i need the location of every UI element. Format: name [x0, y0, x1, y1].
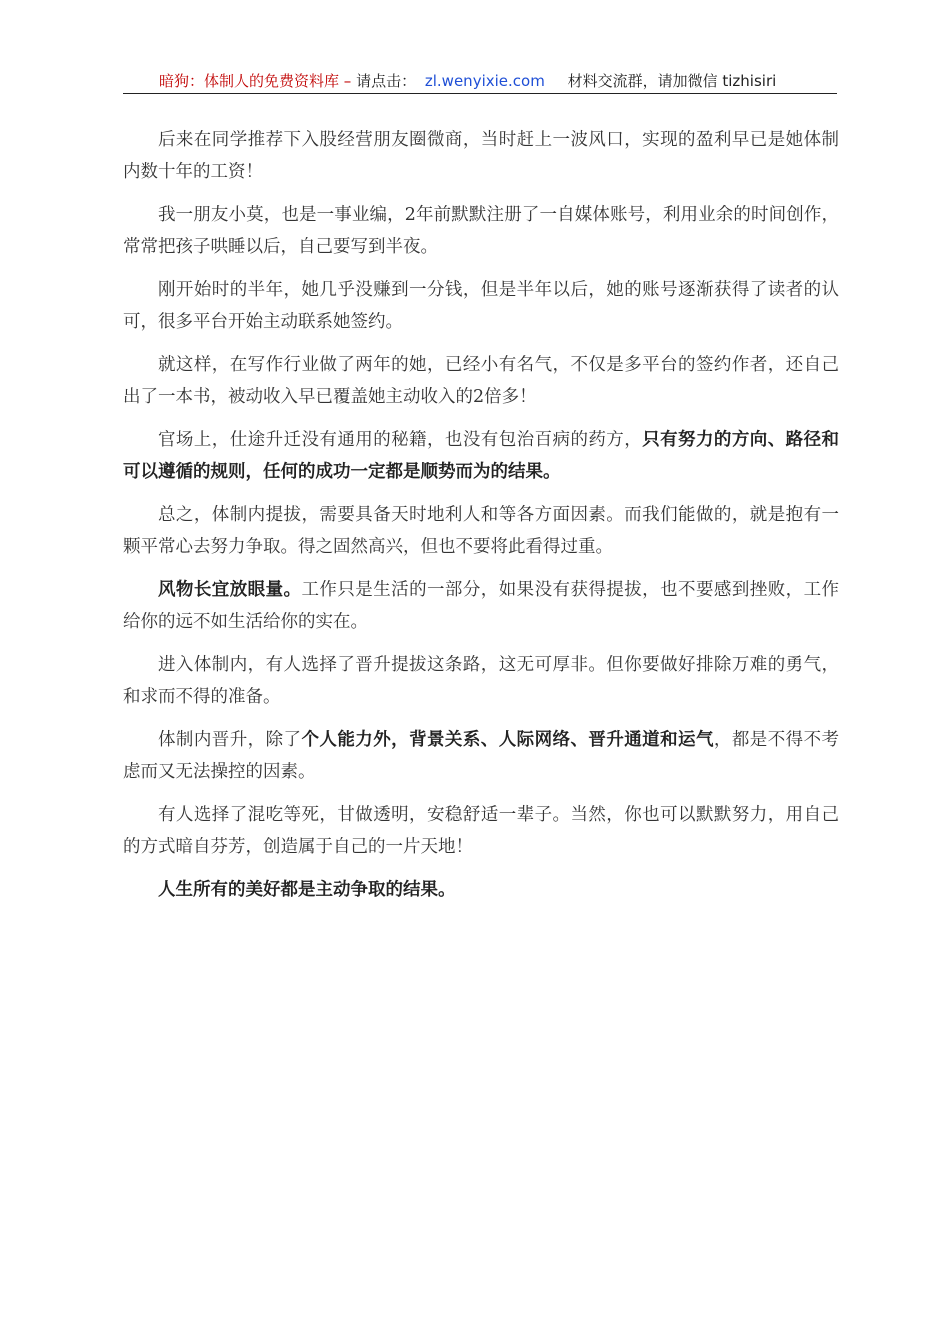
header-wechat-group-text: 材料交流群，请加微信 tizhisiri	[567, 72, 777, 90]
body-text: 有人选择了混吃等死，甘做透明，安稳舒适一辈子。当然，你也可以默默努力，用自己的方式暗自芬芳，创造属于自己的一片天地！	[123, 805, 839, 857]
header-dash: –	[343, 72, 352, 90]
body-text: 总之，体制内提拔，需要具备天时地利人和等各方面因素。而我们能做的，就是抱有一颗平常心去努力争取。得之固然高兴，但也不要将此看得过重。	[123, 505, 839, 557]
header-click-label: 请点击：	[356, 72, 417, 90]
body-text: 工作只是生活的一部分，如果没有获得提拔，也不要感到挫败，工作给你的远不如生活给你的实在。	[123, 580, 840, 632]
document-body	[123, 124, 839, 917]
header-brand-text: 暗狗：体制人的免费资料库	[159, 72, 340, 90]
body-text: 进入体制内，有人选择了晋升提拔这条路，这无可厚非。但你要做好排除万难的勇气，和求而不得的准备。	[123, 655, 839, 707]
paragraph	[123, 124, 839, 188]
body-text: 就这样，在写作行业做了两年的她，已经小有名气，不仅是多平台的签约作者，还自己出了一本书，被动收入早已覆盖她主动收入的2倍多！	[123, 355, 839, 407]
paragraph	[123, 499, 839, 563]
header-website-link[interactable]: zl.wenyixie.com	[424, 72, 545, 90]
paragraph	[123, 874, 839, 906]
body-text: 我一朋友小莫，也是一事业编，2年前默默注册了一自媒体账号，利用业余的时间创作，常常把孩子哄睡以后，自己要写到半夜。	[123, 205, 839, 257]
bold-text: 只有努力的方向、路径和可以遵循的规则，任何的成功一定都是顺势而为的结果。	[123, 430, 840, 482]
body-text: 官场上，仕途升迁没有通用的秘籍，也没有包治百病的药方，	[158, 430, 643, 450]
bold-text: 人生所有的美好都是主动争取的结果。	[158, 880, 456, 900]
bold-text: 风物长宜放眼量。	[158, 580, 302, 600]
body-text: ，都是不得不考虑而又无法操控的因素。	[123, 730, 840, 782]
paragraph	[123, 574, 839, 638]
paragraph	[123, 649, 839, 713]
paragraph	[123, 724, 839, 788]
body-text: 刚开始时的半年，她几乎没赚到一分钱，但是半年以后，她的账号逐渐获得了读者的认可，很多平台开始主动联系她签约。	[123, 280, 839, 332]
page-header	[123, 68, 837, 94]
paragraph	[123, 274, 839, 338]
bold-text: 个人能力外，背景关系、人际网络、晋升通道和运气	[301, 730, 714, 750]
body-text: 体制内晋升，除了	[158, 730, 302, 750]
paragraph	[123, 424, 839, 488]
paragraph	[123, 799, 839, 863]
paragraph	[123, 349, 839, 413]
body-text: 后来在同学推荐下入股经营朋友圈微商，当时赶上一波风口，实现的盈利早已是她体制内数十年的工资！	[123, 130, 839, 182]
paragraph	[123, 199, 839, 263]
